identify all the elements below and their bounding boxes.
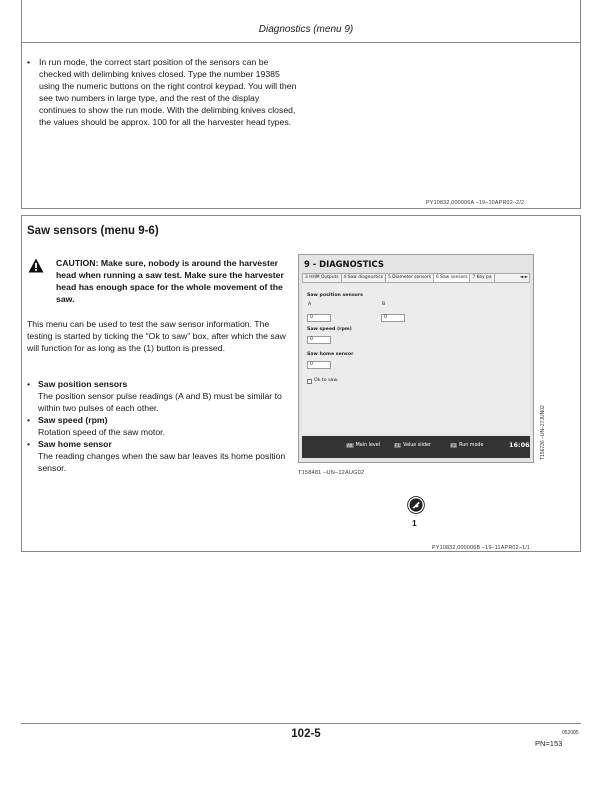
value-slider-label: Value slider <box>403 443 431 448</box>
sensor-list <box>27 378 292 474</box>
saw-position-label: Saw position sensors <box>307 293 363 298</box>
page-sequence-code: PN=153 <box>535 739 563 748</box>
screen-title: 9 - DIAGNOSTICS <box>304 259 384 269</box>
footer-rule <box>21 723 581 724</box>
saw-button-icon <box>407 496 425 514</box>
list-item <box>27 378 292 414</box>
item-title: • Saw speed (rpm) <box>38 415 108 425</box>
section2-bottom-rule <box>21 551 581 552</box>
callout-number: 1 <box>412 518 417 528</box>
f1-key-icon: F1 <box>395 443 401 448</box>
tab-scroll-arrows-icon[interactable]: ◄ ► <box>519 275 528 280</box>
frame-left-top <box>21 0 22 43</box>
run-mode-label: Run mode <box>459 443 484 448</box>
main-level-button[interactable] <box>346 443 380 448</box>
clock-display: 16:06 <box>509 441 530 449</box>
frame-right-s2 <box>580 215 581 552</box>
item-title: • Saw position sensors <box>38 379 128 389</box>
item-text: The reading changes when the saw bar leaves its home position sensor. <box>38 451 286 473</box>
item-title: • Saw home sensor <box>38 439 112 449</box>
ok-to-saw-checkbox[interactable] <box>307 379 312 384</box>
intro-paragraph: This menu can be used to test the saw sensor information. The testing is started by ticking the “Ok to saw” box, after which the saw will function for as long as the (1) button is pressed. <box>27 319 286 353</box>
list-item <box>27 438 292 474</box>
caution-text: CAUTION: Make sure, nobody is around the harvester head when running a saw test. Make sure the harvester head has enough space for the whole movement of the saw. <box>56 258 284 304</box>
page-number: 102-5 <box>291 728 321 740</box>
column-b-label: B <box>382 302 386 307</box>
tab-saw-diagnostics[interactable]: 4 Saw diagnostics <box>342 274 387 282</box>
tab-hhm-outputs[interactable]: 3 HHM Outputs <box>303 274 342 282</box>
saw-speed-label: Saw speed (rpm) <box>307 327 352 332</box>
frame-right-s1 <box>580 43 581 209</box>
caution-warning-icon <box>28 258 44 273</box>
value-slider-button[interactable] <box>394 443 431 448</box>
section1-bottom-rule <box>21 208 581 209</box>
saw-position-b-field[interactable]: 0 <box>381 314 405 322</box>
run-mode-button[interactable] <box>450 443 483 448</box>
saw-home-field[interactable]: 0 <box>307 361 331 369</box>
section2-top-rule <box>21 215 581 216</box>
tab-key-pad[interactable]: 7 Key pa <box>470 274 494 282</box>
frame-left-s1 <box>21 43 22 209</box>
screen-figure-code: T156736 –UN–27JUN02 <box>540 405 546 460</box>
frame-right-top <box>580 0 581 43</box>
saw-speed-field[interactable]: 0 <box>307 336 331 344</box>
saw-position-a-field[interactable]: 0 <box>307 314 331 322</box>
tab-saw-sensors[interactable]: 6 Saw sensors <box>434 274 471 282</box>
page-header-title: Diagnostics (menu 9) <box>258 24 354 35</box>
list-item <box>27 414 292 438</box>
screen-status-bar <box>302 436 530 458</box>
item-text: The position sensor pulse readings (A and B) must be similar to within two pulses of each other. <box>38 391 282 413</box>
section2-reference-code: PY10832,000006B –19–11APR02–1/1 <box>432 545 531 551</box>
saw-home-label: Saw home sensor <box>307 352 354 357</box>
section1-reference-code: PY10832,000006A –19–10APR02–2/2 <box>426 200 525 206</box>
publication-date-code: 052005 <box>562 730 579 736</box>
header-rule <box>21 42 581 43</box>
main-level-label: Main level <box>355 443 381 448</box>
item-text: Rotation speed of the saw motor. <box>38 427 166 437</box>
alt-key-icon: Alt <box>347 443 353 448</box>
section-heading: Saw sensors (menu 9-6) <box>27 225 159 237</box>
list-item: • In run mode, the correct start position of the sensors can be checked with delimbing knives closed. Type the number 19385 using the numeric buttons on the right control keypad. You will then see two numbers in large type, and the rest of the display continues to show the run mode. With the delimbing knives closed, the values should be approx. 100 for all the harvester head types. <box>27 56 297 128</box>
frame-left-s2 <box>21 215 22 552</box>
f2-key-icon: F2 <box>451 443 457 448</box>
diagnostics-screen <box>298 254 534 463</box>
section1-bullet-list <box>27 56 297 128</box>
screen-tab-bar <box>302 273 530 283</box>
figure-code: T158481 –UN–12AUG02 <box>298 470 365 476</box>
ok-to-saw-label: Ok to saw. <box>314 378 339 383</box>
tab-diameter-sensors[interactable]: 5 Diameter sensors <box>386 274 434 282</box>
column-a-label: A <box>308 302 312 307</box>
screen-body <box>302 283 530 434</box>
